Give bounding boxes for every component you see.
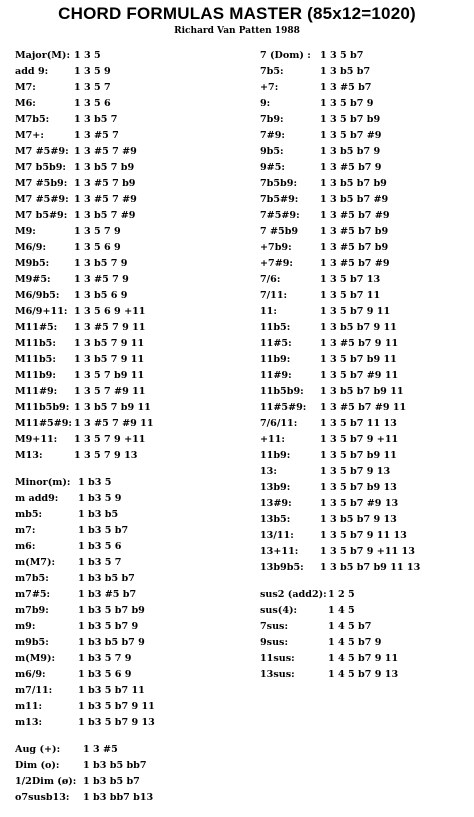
chord-row: [15, 571, 245, 587]
chord-row: [15, 555, 245, 571]
chord-name: m9b5:: [15, 637, 49, 648]
chord-name: M9b5:: [15, 258, 50, 269]
chord-formula: 1 3 b5 6 9: [74, 290, 128, 301]
chord-row: [260, 208, 470, 224]
chord-formula: 1 3 #5 7 9: [74, 274, 129, 285]
chord-name: 9b5:: [260, 146, 284, 157]
chord-formula: 1 3 5 7 9 +11: [74, 434, 146, 445]
chord-row: [15, 715, 245, 731]
page-title: CHORD FORMULAS MASTER (85x12=1020): [58, 4, 416, 23]
chord-row: [260, 112, 470, 128]
chord-name: m11:: [15, 701, 43, 712]
chord-name: sus(4):: [260, 605, 298, 616]
chord-row: [260, 96, 470, 112]
chord-name: 7 (Dom) :: [260, 50, 311, 61]
chord-name: M7 #5b9:: [15, 178, 68, 189]
chord-formula: 1 3 5 7 9 13: [74, 450, 138, 461]
chord-formula: 1 3 #5 b7 9 11: [320, 338, 399, 349]
chord-formula: 1 3 5 b7 9 +11 13: [320, 546, 415, 557]
chord-formula: 1 b3 b5 b7: [78, 573, 135, 584]
chord-name: M11b5:: [15, 354, 56, 365]
chord-row: [260, 304, 470, 320]
chord-formula: 1 b3 5 7 9: [78, 653, 132, 664]
chord-row: [15, 256, 245, 272]
chord-group: [15, 48, 245, 464]
chord-row: [260, 603, 470, 619]
chord-row: [15, 416, 245, 432]
chord-row: [260, 272, 470, 288]
chord-formula: 1 4 5 b7 9: [328, 637, 382, 648]
chord-name: +7b9:: [260, 242, 292, 253]
chord-row: [15, 336, 245, 352]
chord-row: [15, 790, 245, 806]
chord-formula: 1 3 #5 b7 #9: [320, 258, 390, 269]
chord-row: [15, 432, 245, 448]
chord-name: m7b5:: [15, 573, 49, 584]
chord-row: [15, 288, 245, 304]
chord-row: [15, 619, 245, 635]
chord-name: Aug (+):: [15, 744, 61, 755]
chord-formula: 1 3 5 b7 b9 11: [320, 354, 397, 365]
chord-row: [15, 491, 245, 507]
chord-name: 11:: [260, 306, 277, 317]
chord-row: [260, 64, 470, 80]
chord-row: [15, 80, 245, 96]
chord-formula: 1 b3 b5 bb7: [83, 760, 147, 771]
chord-row: [15, 144, 245, 160]
chord-name: 11b5:: [260, 322, 291, 333]
chord-formula: 1 3 5 7 9: [74, 226, 121, 237]
chord-formula: 1 3 b5 7 9: [74, 258, 128, 269]
chord-name: m6:: [15, 541, 36, 552]
chord-row: [15, 539, 245, 555]
chord-formula: 1 3 #5 7: [74, 130, 119, 141]
chord-row: [260, 48, 470, 64]
chord-row: [15, 368, 245, 384]
chord-row: [260, 288, 470, 304]
chord-name: 11#5#9:: [260, 402, 307, 413]
chord-row: [260, 320, 470, 336]
chord-row: [15, 112, 245, 128]
chord-row: [15, 400, 245, 416]
chord-formula: 1 3 5 b7 #9 13: [320, 498, 399, 509]
chord-name: M11#5:: [15, 322, 58, 333]
chord-name: 7b5b9:: [260, 178, 297, 189]
chord-row: [260, 144, 470, 160]
chord-row: [15, 64, 245, 80]
chord-formula: 1 3 #5 b7 #9: [320, 210, 390, 221]
chord-name: M7+:: [15, 130, 44, 141]
chord-name: M7 b5b9:: [15, 162, 66, 173]
chord-name: 13:: [260, 466, 277, 477]
chord-formula: 1 b3 bb7 b13: [83, 792, 154, 803]
chord-name: 13#9:: [260, 498, 292, 509]
chord-formula: 1 3 b5 b7: [320, 66, 371, 77]
chord-formula: 1 3 5 b7 9 13: [320, 466, 391, 477]
chord-name: M6:: [15, 98, 36, 109]
chord-name: m7#5:: [15, 589, 51, 600]
chord-formula: 1 2 5: [328, 589, 355, 600]
chord-row: [260, 432, 470, 448]
chord-formula: 1 3 #5 b7: [320, 82, 372, 93]
chord-row: [260, 224, 470, 240]
chord-formula: 1 b3 5 b7 b9: [78, 605, 145, 616]
chord-formula: 1 3 5 7 #9 11: [74, 386, 146, 397]
chord-formula: 1 3 5 b7 9 11: [320, 306, 391, 317]
chord-name: 7 #5b9: [260, 226, 299, 237]
chord-name: mb5:: [15, 509, 43, 520]
chord-formula: 1 4 5: [328, 605, 355, 616]
chord-name: 13sus:: [260, 669, 295, 680]
chord-row: [260, 464, 470, 480]
chord-formula: 1 b3 5 9: [78, 493, 122, 504]
chord-name: 11b9:: [260, 450, 291, 461]
chord-formula: 1 b3 5 b7 9 11: [78, 701, 155, 712]
chord-name: +7:: [260, 82, 279, 93]
chord-formula: 1 3 #5 b7 b9: [320, 242, 389, 253]
chord-formula: 1 4 5 b7 9 11: [328, 653, 399, 664]
chord-row: [15, 384, 245, 400]
chord-name: m7b9:: [15, 605, 49, 616]
chord-formula: 1 3 5 7: [74, 82, 111, 93]
chord-row: [15, 240, 245, 256]
chord-name: 13b9b5:: [260, 562, 304, 573]
chord-row: [260, 560, 470, 576]
chord-formula: 1 4 5 b7: [328, 621, 372, 632]
chord-name: M7 #5#9:: [15, 146, 69, 157]
chord-row: [15, 48, 245, 64]
chord-row: [15, 192, 245, 208]
chord-row: [15, 224, 245, 240]
chord-row: [15, 651, 245, 667]
chord-row: [15, 160, 245, 176]
chord-row: [15, 352, 245, 368]
chord-formula: 1 b3 b5 b7: [83, 776, 140, 787]
chord-row: [15, 176, 245, 192]
chord-row: [260, 416, 470, 432]
chord-name: M11#5#9:: [15, 418, 72, 429]
chord-row: [15, 774, 245, 790]
chord-name: M11b9:: [15, 370, 56, 381]
chord-name: 13/11:: [260, 530, 294, 541]
chord-formula: 1 3 5 b7 13: [320, 274, 381, 285]
chord-row: [260, 384, 470, 400]
chord-name: 7b5:: [260, 66, 284, 77]
chord-formula: 1 3 5 b7 #9: [320, 130, 382, 141]
chord-name: 11#5:: [260, 338, 292, 349]
chord-name: M9:: [15, 226, 36, 237]
chord-row: [260, 80, 470, 96]
chord-row: [260, 352, 470, 368]
chord-name: 7/6/11:: [260, 418, 298, 429]
chord-row: [15, 683, 245, 699]
chord-formula: 1 3 b5 b7 #9: [320, 194, 389, 205]
chord-name: M6/9+11:: [15, 306, 68, 317]
chord-row: [260, 587, 470, 603]
chord-formula: 1 b3 b5: [78, 509, 119, 520]
chord-row: [260, 256, 470, 272]
chord-formula: 1 3 b5 7: [74, 114, 118, 125]
chord-formula: 1 3 b5 b7 b9 11: [320, 386, 404, 397]
chord-name: Major(M):: [15, 50, 71, 61]
chord-name: m add9:: [15, 493, 59, 504]
chord-name: 11b5b9:: [260, 386, 304, 397]
chord-name: m7/11:: [15, 685, 53, 696]
chord-row: [15, 320, 245, 336]
chord-name: o7susb13:: [15, 792, 70, 803]
chord-formula: 1 3 5 b7 9 11 13: [320, 530, 407, 541]
chord-row: [15, 667, 245, 683]
chord-name: 11b9:: [260, 354, 291, 365]
chord-group: [260, 48, 470, 576]
chord-name: 7b9:: [260, 114, 284, 125]
chord-name: m7:: [15, 525, 36, 536]
chord-row: [260, 496, 470, 512]
chord-name: 13+11:: [260, 546, 299, 557]
chord-name: 9sus:: [260, 637, 288, 648]
chord-name: add 9:: [15, 66, 49, 77]
chord-row: [260, 240, 470, 256]
chord-row: [15, 758, 245, 774]
chord-row: [15, 507, 245, 523]
chord-formula: 1 3 5 6 9: [74, 242, 121, 253]
chord-formula: 1 3 b5 7 #9: [74, 210, 136, 221]
chord-row: [260, 160, 470, 176]
chord-formula: 1 3 b5 b7 b9: [320, 178, 387, 189]
chord-formula: 1 b3 b5 b7 9: [78, 637, 145, 648]
chord-name: m(M7):: [15, 557, 56, 568]
chord-formula: 1 4 5 b7 9 13: [328, 669, 399, 680]
chord-row: [260, 400, 470, 416]
chord-name: 13b5:: [260, 514, 291, 525]
chord-formula: 1 b3 5 6 9: [78, 669, 132, 680]
chord-name: M11b5:: [15, 338, 56, 349]
chord-name: 7#5#9:: [260, 210, 300, 221]
page-subtitle: Richard Van Patten 1988: [174, 26, 300, 36]
chord-formula: 1 3 5 b7 b9 13: [320, 482, 397, 493]
chord-formula: 1 b3 5 b7: [78, 525, 129, 536]
chord-row: [15, 448, 245, 464]
chord-row: [260, 368, 470, 384]
chord-name: m(M9):: [15, 653, 56, 664]
chord-row: [260, 544, 470, 560]
chord-row: [260, 128, 470, 144]
chord-formula: 1 3 #5 b7 9: [320, 162, 382, 173]
chord-formula: 1 3 5 b7 9: [320, 98, 374, 109]
chord-formula: 1 3 b5 7 b9: [74, 162, 135, 173]
chord-row: [260, 512, 470, 528]
chord-row: [15, 208, 245, 224]
chord-row: [260, 448, 470, 464]
chord-formula: 1 3 b5 7 b9 11: [74, 402, 151, 413]
chord-name: sus2 (add2):: [260, 589, 327, 600]
chord-formula: 1 3 5 b7 9 +11: [320, 434, 399, 445]
chord-name: M11b5b9:: [15, 402, 70, 413]
chord-formula: 1 3 5: [74, 50, 101, 61]
chord-formula: 1 3 #5 7 #9: [74, 194, 137, 205]
chord-row: [260, 667, 470, 683]
chord-row: [15, 587, 245, 603]
chord-formula: 1 3 #5 7 #9 11: [74, 418, 154, 429]
chord-formula: 1 3 #5 7 b9: [74, 178, 136, 189]
chord-row: [15, 475, 245, 491]
chord-row: [15, 523, 245, 539]
chord-formula: 1 b3 5 b7 11: [78, 685, 145, 696]
chord-formula: 1 3 b5 b7 9 11: [320, 322, 397, 333]
chord-name: +7#9:: [260, 258, 293, 269]
chord-row: [260, 651, 470, 667]
chord-formula: 1 3 b5 b7 9 13: [320, 514, 397, 525]
chord-name: m6/9:: [15, 669, 46, 680]
chord-formula: 1 3 5 b7: [320, 50, 364, 61]
right-column: [260, 48, 470, 694]
chord-name: Minor(m):: [15, 477, 71, 488]
chord-formula: 1 3 5 9: [74, 66, 111, 77]
chord-row: [260, 176, 470, 192]
chord-formula: 1 3 b5 b7 9: [320, 146, 381, 157]
chord-name: m9:: [15, 621, 36, 632]
chord-group: [260, 587, 470, 683]
chord-formula: 1 3 #5: [83, 744, 118, 755]
chord-row: [15, 272, 245, 288]
chord-formula: 1 b3 5 b7 9: [78, 621, 139, 632]
chord-formula: 1 b3 5: [78, 477, 112, 488]
chord-name: 11#9:: [260, 370, 292, 381]
chord-row: [15, 699, 245, 715]
chord-name: M9#5:: [15, 274, 51, 285]
chord-name: 7/11:: [260, 290, 288, 301]
chord-formula: 1 b3 5 7: [78, 557, 122, 568]
left-column: [15, 48, 245, 817]
chord-formula: 1 3 5 b7 b9: [320, 114, 381, 125]
chord-name: M7 b5#9:: [15, 210, 68, 221]
chord-name: 7b5#9:: [260, 194, 299, 205]
chord-name: M9+11:: [15, 434, 58, 445]
chord-name: +11:: [260, 434, 285, 445]
chord-row: [15, 128, 245, 144]
chord-name: Dim (o):: [15, 760, 60, 771]
chord-formula: 1 b3 5 b7 9 13: [78, 717, 155, 728]
chord-name: M7:: [15, 82, 36, 93]
chord-row: [260, 336, 470, 352]
chord-name: 9#5:: [260, 162, 285, 173]
chord-row: [15, 635, 245, 651]
chord-row: [260, 192, 470, 208]
chord-formula: 1 b3 #5 b7: [78, 589, 137, 600]
chord-name: 7/6:: [260, 274, 281, 285]
chord-group: [15, 475, 245, 731]
chord-formula: 1 3 #5 b7 b9: [320, 226, 389, 237]
chord-formula: 1 3 5 7 b9 11: [74, 370, 145, 381]
chord-formula: 1 3 5 b7 11 13: [320, 418, 397, 429]
chord-row: [260, 528, 470, 544]
chord-name: m13:: [15, 717, 43, 728]
chord-formula: 1 3 #5 7 #9: [74, 146, 137, 157]
chord-name: 11sus:: [260, 653, 295, 664]
chord-name: M6/9:: [15, 242, 47, 253]
chord-formula: 1 3 5 b7 #9 11: [320, 370, 399, 381]
chord-formula: 1 3 5 6: [74, 98, 111, 109]
chord-name: M13:: [15, 450, 43, 461]
chord-row: [15, 603, 245, 619]
chord-formula: 1 3 b5 7 9 11: [74, 338, 145, 349]
chord-name: M6/9b5:: [15, 290, 60, 301]
chord-row: [15, 304, 245, 320]
chord-formula: 1 3 b5 7 9 11: [74, 354, 145, 365]
chord-formula: 1 b3 5 6: [78, 541, 122, 552]
chord-row: [260, 480, 470, 496]
chord-row: [15, 742, 245, 758]
chord-group: [15, 742, 245, 806]
chord-name: 7sus:: [260, 621, 288, 632]
chord-formula: 1 3 5 6 9 +11: [74, 306, 146, 317]
chord-formula: 1 3 5 b7 11: [320, 290, 381, 301]
chord-name: 1/2Dim (ø):: [15, 776, 77, 787]
chord-name: 9:: [260, 98, 271, 109]
chord-row: [260, 635, 470, 651]
chord-name: 7#9:: [260, 130, 285, 141]
chord-name: 13b9:: [260, 482, 291, 493]
chord-name: M7b5:: [15, 114, 50, 125]
chord-formula: 1 3 #5 b7 #9 11: [320, 402, 407, 413]
chord-formula: 1 3 #5 7 9 11: [74, 322, 146, 333]
chord-formula: 1 3 5 b7 b9 11: [320, 450, 397, 461]
chord-name: M11#9:: [15, 386, 58, 397]
chord-row: [15, 96, 245, 112]
chord-name: M7 #5#9:: [15, 194, 69, 205]
chord-formula: 1 3 b5 b7 b9 11 13: [320, 562, 421, 573]
chord-row: [260, 619, 470, 635]
